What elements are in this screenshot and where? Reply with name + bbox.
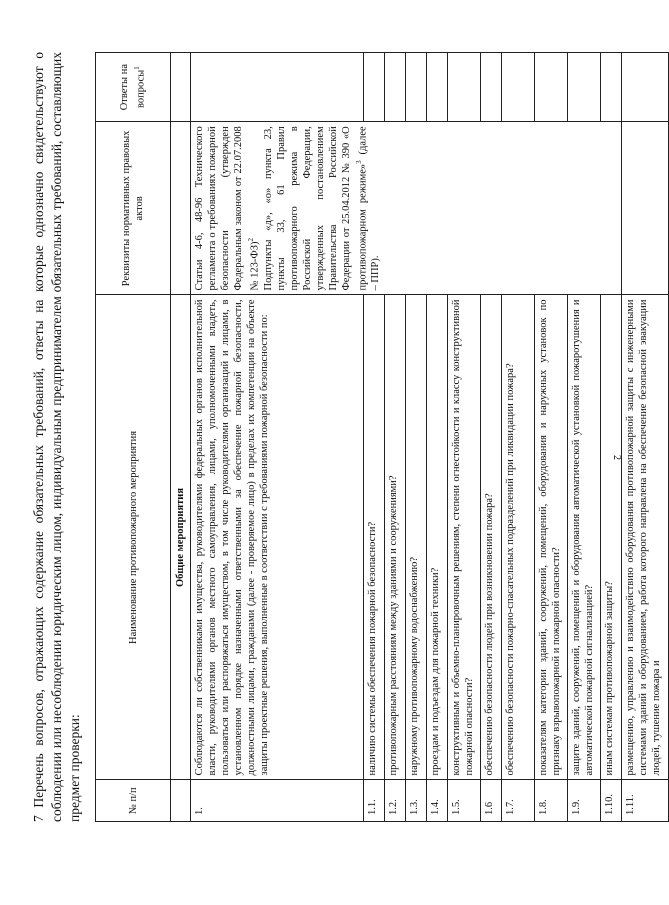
row-number: 1. (191, 780, 364, 822)
row-answer[interactable] (385, 53, 406, 122)
row-requisites: Статьи 4-6, 48-96 Технического регламента о требованиях пожарной безопасности (утвержден Федеральным законом от 22.07.2008 № 123-ФЗ)$^2$ Подпункты «д», «о» пункта 23, пункты 33, 61 Правил противопожарного режима в Российской Федерации, утвержденных постановлением Правительства Российской Федерации от 25.04.2012 № 390 «О противопожарном режиме»$^3$ (далее – ППР). (191, 122, 622, 295)
header-requisites: Реквизиты нормативных правовых актов (96, 122, 171, 295)
row-measure: Соблюдаются ли собственниками имущества, руководителями федеральных органов исполнительной власти, руководителями органов местного самоуправления, лицами, уполномоченными владеть, пользоваться или распоряжаться имуществом, в том числе руководителями организаций и лицами, в установленном порядке назначенными ответственными за обеспечение пожарной безопасности, должностными лицами, гражданами (далее - проверяемое лицо) в пределах их компетенции на объекте защиты проектные решения, выполненные в соответствии с требованиями пожарной безопасности по: (191, 295, 364, 780)
rotated-page (0, 10, 662, 870)
row-measure: наличию системы обеспечения пожарной безопасности? (364, 295, 385, 780)
row-measure: показателям категории зданий, сооружений, помещений, оборудования и наружных установок по признаку взрывопожарной и пожарной опасности? (535, 295, 568, 780)
page-number: 2 (611, 455, 622, 460)
header-measure: Наименование противопожарного мероприятия (96, 295, 171, 780)
intro-paragraph (30, 52, 84, 822)
row-measure: наружному противопожарному водоснабжению? (406, 295, 427, 780)
row-measure: обеспечению безопасности людей при возникновении пожара? (481, 295, 502, 780)
row-answer[interactable] (427, 53, 448, 122)
row-number: 1.7. (502, 780, 535, 822)
row-answer[interactable] (364, 53, 385, 122)
row-measure: защите зданий, сооружений, помещений и оборудования автоматической установкой пожаротушения и автоматической пожарной сигнализацией? (568, 295, 601, 780)
row-number: 1.10. (601, 780, 622, 822)
row-answer[interactable] (622, 53, 669, 122)
row-answer[interactable] (568, 53, 601, 122)
row-number: 1.2. (385, 780, 406, 822)
intro-title: 7 Перечень вопросов, отражающих содержание обязательных требований, ответы на которые однозначно (31, 171, 46, 822)
row-number: 1.4. (427, 780, 448, 822)
row-answer[interactable] (481, 53, 502, 122)
row-answer[interactable] (535, 53, 568, 122)
section-title: Общие мероприятия (171, 295, 191, 780)
row-number: 1.5. (448, 780, 481, 822)
row-measure: конструктивным и объемно-планировочным решениям, степени огнестойкости и классу конструктивной пожарной опасности? (448, 295, 481, 780)
row-answer[interactable] (406, 53, 427, 122)
row-answer[interactable] (191, 53, 364, 122)
row-measure: иным системам противопожарной защиты? (601, 295, 622, 780)
row-number: 1.6 (481, 780, 502, 822)
section-row (171, 53, 191, 822)
row-answer[interactable] (502, 53, 535, 122)
table-row (622, 53, 669, 822)
row-number: 1.8. (535, 780, 568, 822)
row-measure: противопожарным расстояниям между зданиями и сооружениями? (385, 295, 406, 780)
row-answer[interactable] (601, 53, 622, 122)
row-number: 1.9. (568, 780, 601, 822)
row-measure: обеспечению безопасности пожарно-спасательных подразделений при ликвидации пожара? (502, 295, 535, 780)
header-answers: Ответы на вопросы$^1$ (96, 53, 171, 122)
row-answer[interactable] (448, 53, 481, 122)
requirements-table (95, 52, 669, 822)
row-number: 1.11. (622, 780, 669, 822)
table-row (191, 53, 364, 822)
table-header-row (96, 53, 171, 822)
row-measure: проездам и подъездам для пожарной техники? (427, 295, 448, 780)
row-measure: размещению, управлению и взаимодействию оборудования противопожарной защиты с инженерными системами зданий и оборудованием, работа которого направлена на обеспечение безопасной эвакуации людей, тушение пожара и (622, 295, 669, 780)
intro-text: свидетельствуют о соблюдении или несоблюдении юридическим лицом, индивидуальным предпринимателем обязательных требований, составляющих предмет проверки: (31, 52, 82, 822)
header-number: № п/п (96, 780, 171, 822)
row-number: 1.1. (364, 780, 385, 822)
row-number: 1.3. (406, 780, 427, 822)
